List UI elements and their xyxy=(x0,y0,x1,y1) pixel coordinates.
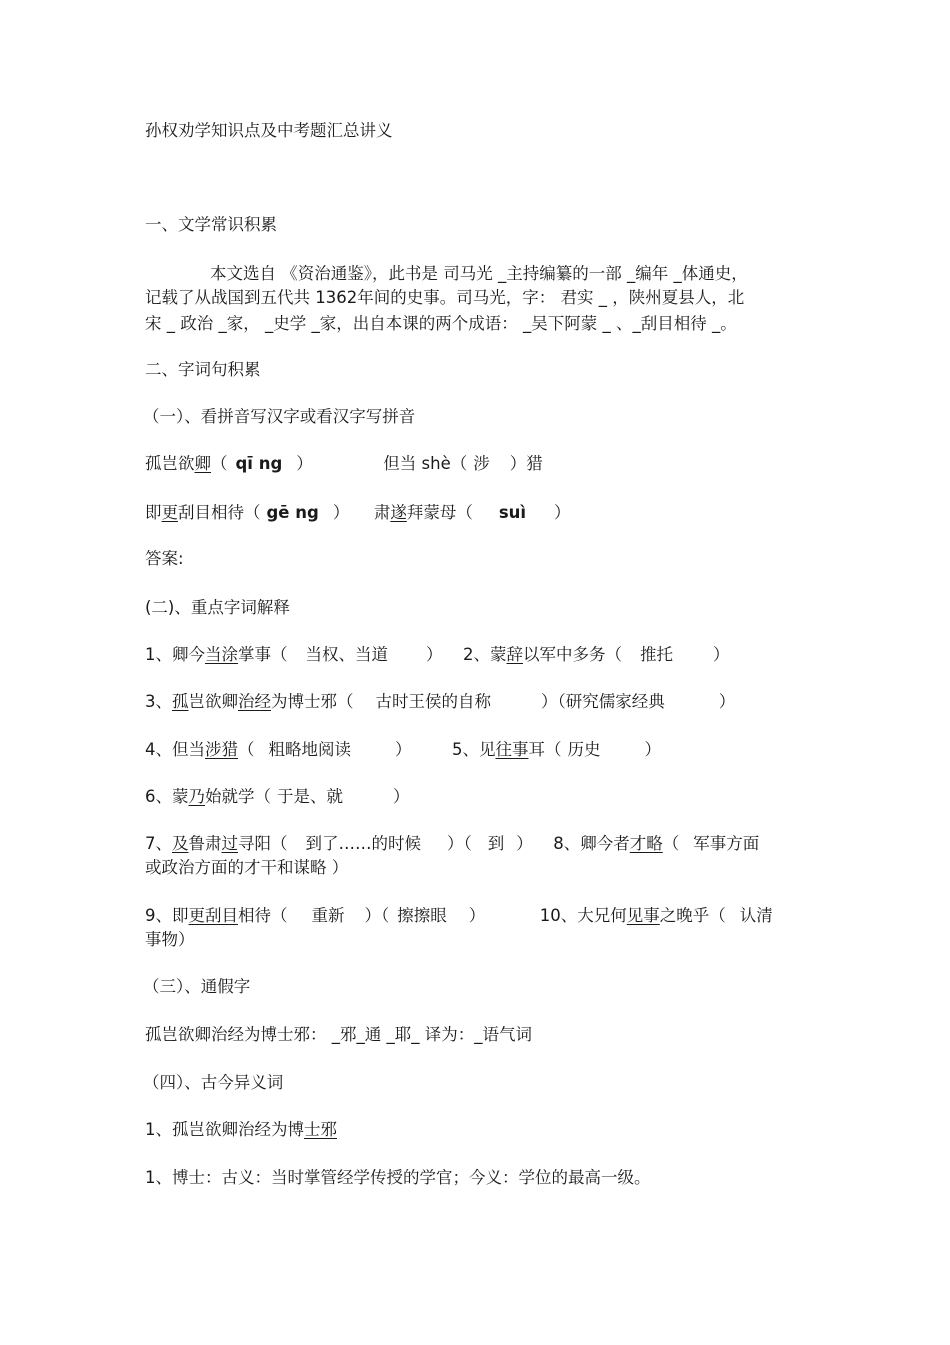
kw3-answer: 古时王侯的自称 xyxy=(375,692,491,711)
kw7-answer-2: 到 xyxy=(487,834,505,853)
kw8-word: 才略 xyxy=(629,834,663,853)
kw8-open: （ xyxy=(662,834,680,853)
ancient-modern-line-1 xyxy=(145,1120,337,1140)
pinyin-q3-prefix: 即 xyxy=(145,503,162,522)
kw9-mid: 相待（ xyxy=(238,906,288,925)
kw10-mid: 之晚乎（ xyxy=(659,906,726,925)
kw10-prefix: 10、大兄何 xyxy=(539,906,627,925)
kw4-prefix: 4、但当 xyxy=(145,740,205,759)
pinyin-q4-mid: 拜蒙母（ xyxy=(406,503,473,522)
kw7-answer: 到了……的时候 xyxy=(305,834,421,853)
kw9-answer: 重新 xyxy=(311,906,345,925)
pinyin-q1-prefix: 孤岂欲 xyxy=(145,454,195,473)
kw3-answer-2: ）（研究儒家经典 xyxy=(541,692,665,711)
ancient-modern-line-1-prefix: 1、孤岂欲卿治经为博 xyxy=(145,1120,304,1139)
kw5-close: ） xyxy=(644,740,661,759)
kw9-prefix: 9、即 xyxy=(145,906,189,925)
kw8-answer: 军事方面 xyxy=(693,834,760,853)
kw4-close: ） xyxy=(395,740,412,759)
kw7-mid-3: ）（ xyxy=(447,834,472,853)
kw2-answer: 推托 xyxy=(640,645,673,664)
key-word-row-3 xyxy=(145,692,735,712)
kw6-answer: 于是、就 xyxy=(277,787,343,806)
kw3-word-1: 孤 xyxy=(172,692,189,711)
kw2-mid: 以军中多务（ xyxy=(523,645,622,664)
pinyin-q3-close: ） xyxy=(332,503,350,522)
pinyin-q3-mid: 刮目相待（ xyxy=(178,503,261,522)
kw7-mid: 鲁肃 xyxy=(188,834,222,853)
key-word-row-9 xyxy=(145,906,773,926)
kw10-answer: 认清 xyxy=(739,906,773,925)
kw8-prefix: 8、卿今者 xyxy=(553,834,630,853)
kw6-prefix: 6、蒙 xyxy=(145,787,189,806)
key-word-row-7-continued: 或政治方面的才干和谋略 ） xyxy=(145,858,349,877)
section-heading-vocabulary: 二、字词句积累 xyxy=(145,360,261,379)
answer-label: 答案: xyxy=(145,549,184,568)
pinyin-q2-prefix: 但当 shè（ xyxy=(383,454,468,473)
subheading-interchangeable: （三）、通假字 xyxy=(143,977,251,996)
pinyin-q4-answer: suì xyxy=(498,503,527,522)
kw1-answer: 当权、当道 xyxy=(305,645,388,664)
kw3-prefix: 3、 xyxy=(145,692,172,711)
kw5-word: 往事 xyxy=(495,740,529,759)
pinyin-q4-close: ） xyxy=(554,503,571,522)
kw7-prefix: 7、 xyxy=(145,834,172,853)
pinyin-q1-answer: qī ng xyxy=(235,454,283,473)
pinyin-q1-close: ） xyxy=(296,454,313,473)
kw9-answer-2: 擦擦眼 xyxy=(397,906,447,925)
subheading-ancient-modern: （四）、古今异义词 xyxy=(143,1073,284,1092)
literature-paragraph-line-2: 记载了从战国到五代共 1362年间的史事。司马光，字： 君实 _ ，陕州夏县人，北 xyxy=(145,288,745,307)
ancient-modern-line-2: 1、博士：古义：当时掌管经学传授的学官；今义：学位的最高一级。 xyxy=(145,1168,651,1187)
pinyin-q4-prefix: 肃 xyxy=(373,503,391,522)
kw7-mid-2: 寻阳（ xyxy=(238,834,288,853)
pinyin-q2-suffix: ）猎 xyxy=(509,454,543,473)
pinyin-q1-char: 卿 xyxy=(194,454,211,473)
kw1-prefix: 1、卿今 xyxy=(145,645,205,664)
kw1-word: 当涂 xyxy=(205,645,238,664)
literature-paragraph-line-3: 宋 _ 政治 _家， _史学 _家，出自本课的两个成语： _吴下阿蒙 _ 、_刮目相待 _。 xyxy=(145,314,737,333)
kw9-word: 更刮目 xyxy=(188,906,238,925)
kw9-mid-2: ）（ xyxy=(364,906,390,925)
kw6-close: ） xyxy=(393,787,410,806)
pinyin-q3-answer: gē ng xyxy=(266,503,319,522)
kw1-close: ） xyxy=(426,645,443,664)
kw1-mid: 掌事（ xyxy=(238,645,288,664)
literature-paragraph-line-1: 本文选自 《资治通鉴》，此书是 司马光 _主持编纂的一部 _编年 _体通史， xyxy=(210,264,748,283)
kw2-word: 辞 xyxy=(506,645,523,664)
kw2-close: ） xyxy=(713,645,730,664)
kw6-word: 乃 xyxy=(188,787,205,806)
kw4-word: 涉猎 xyxy=(205,740,238,759)
kw7-word-2: 过 xyxy=(221,834,238,853)
kw6-mid: 始就学（ xyxy=(205,787,271,806)
kw3-mid: 岂欲卿 xyxy=(188,692,238,711)
ancient-modern-line-1-word: 士邪 xyxy=(304,1120,337,1139)
kw7-word-1: 及 xyxy=(172,834,189,853)
pinyin-q1-open: （ xyxy=(211,454,228,473)
kw5-mid: 耳（ xyxy=(528,740,562,759)
interchangeable-character-line: 孤岂欲卿治经为博士邪： _邪_通 _耶_ 译为：_语气词 xyxy=(145,1025,532,1044)
pinyin-q3-char: 更 xyxy=(161,503,178,522)
key-word-row-9-continued: 事物） xyxy=(145,930,195,949)
key-word-row-1 xyxy=(145,645,730,665)
key-word-row-7 xyxy=(145,834,759,854)
key-word-row-4 xyxy=(145,740,661,760)
kw5-prefix: 5、见 xyxy=(452,740,496,759)
pinyin-q4-char: 遂 xyxy=(390,503,407,522)
section-heading-literature: 一、文学常识积累 xyxy=(145,215,277,234)
kw3-close: ） xyxy=(718,692,736,711)
kw4-open: （ xyxy=(238,740,255,759)
page-title: 孙权劝学知识点及中考题汇总讲义 xyxy=(145,121,393,140)
pinyin-row-1 xyxy=(145,454,543,474)
kw5-answer: 历史 xyxy=(567,740,601,759)
subheading-pinyin: （一）、看拼音写汉字或看汉字写拼音 xyxy=(143,407,416,426)
kw2-prefix: 2、蒙 xyxy=(463,645,507,664)
key-word-row-6 xyxy=(145,787,410,807)
kw10-word: 见事 xyxy=(626,906,660,925)
kw3-word-2: 治经 xyxy=(238,692,271,711)
pinyin-row-2 xyxy=(145,503,571,523)
subheading-key-words: (二)、重点字词解释 xyxy=(145,598,290,617)
kw4-answer: 粗略地阅读 xyxy=(268,740,351,759)
kw3-mid-2: 为博士邪（ xyxy=(271,692,354,711)
kw9-close: ） xyxy=(468,906,486,925)
pinyin-q2-answer: 涉 xyxy=(473,454,490,473)
kw7-close: ） xyxy=(516,834,533,853)
